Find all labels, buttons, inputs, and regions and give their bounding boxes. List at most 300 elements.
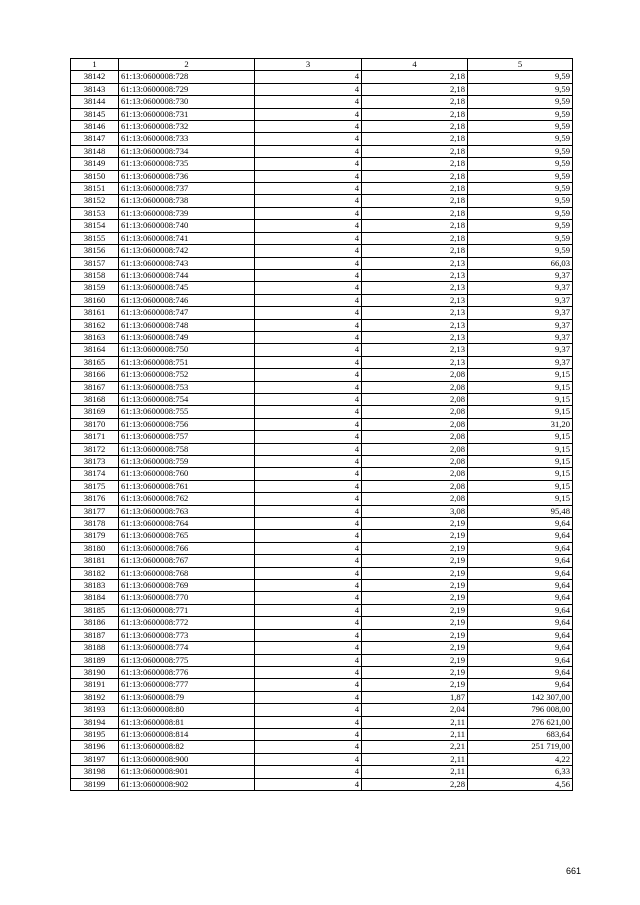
value-cell: 251 719,00: [468, 741, 573, 753]
code-cell: 4: [255, 604, 362, 616]
value-cell: 9,64: [468, 518, 573, 530]
table-row: [71, 158, 573, 170]
cadastral-number-cell: 61:13:0600008:736: [119, 170, 255, 182]
value-cell: 9,64: [468, 604, 573, 616]
column-header-3: 3: [255, 59, 362, 71]
cadastral-number-cell: 61:13:0600008:767: [119, 555, 255, 567]
coefficient-cell: 2,18: [362, 83, 468, 95]
coefficient-cell: 2,18: [362, 245, 468, 257]
code-cell: 4: [255, 207, 362, 219]
cadastral-number-cell: 61:13:0600008:745: [119, 282, 255, 294]
table-body: [71, 71, 573, 791]
cadastral-number-cell: 61:13:0600008:741: [119, 232, 255, 244]
cadastral-number-cell: 61:13:0600008:752: [119, 369, 255, 381]
row-number-cell: 38187: [71, 629, 119, 641]
coefficient-cell: 2,18: [362, 207, 468, 219]
coefficient-cell: 2,18: [362, 71, 468, 83]
value-cell: 9,37: [468, 331, 573, 343]
table-row: [71, 83, 573, 95]
coefficient-cell: 2,08: [362, 369, 468, 381]
table-row: [71, 96, 573, 108]
table-row: [71, 232, 573, 244]
table-row: [71, 145, 573, 157]
cadastral-number-cell: 61:13:0600008:81: [119, 716, 255, 728]
table-row: [71, 319, 573, 331]
code-cell: 4: [255, 741, 362, 753]
cadastral-number-cell: 61:13:0600008:731: [119, 108, 255, 120]
header-row: [71, 59, 573, 71]
coefficient-cell: 2,19: [362, 567, 468, 579]
code-cell: 4: [255, 567, 362, 579]
code-cell: 4: [255, 245, 362, 257]
value-cell: 9,64: [468, 555, 573, 567]
row-number-cell: 38160: [71, 294, 119, 306]
code-cell: 4: [255, 393, 362, 405]
cadastral-table: [70, 58, 573, 791]
value-cell: 9,64: [468, 530, 573, 542]
cadastral-number-cell: 61:13:0600008:744: [119, 269, 255, 281]
row-number-cell: 38177: [71, 505, 119, 517]
page-number: 661: [566, 866, 582, 876]
cadastral-number-cell: 61:13:0600008:768: [119, 567, 255, 579]
row-number-cell: 38171: [71, 431, 119, 443]
value-cell: 9,59: [468, 121, 573, 133]
code-cell: 4: [255, 71, 362, 83]
cadastral-number-cell: 61:13:0600008:728: [119, 71, 255, 83]
coefficient-cell: 2,19: [362, 555, 468, 567]
cadastral-number-cell: 61:13:0600008:765: [119, 530, 255, 542]
row-number-cell: 38181: [71, 555, 119, 567]
cadastral-number-cell: 61:13:0600008:900: [119, 753, 255, 765]
value-cell: 9,15: [468, 393, 573, 405]
coefficient-cell: 2,13: [362, 269, 468, 281]
value-cell: 9,15: [468, 443, 573, 455]
code-cell: 4: [255, 406, 362, 418]
table-row: [71, 604, 573, 616]
coefficient-cell: 2,19: [362, 580, 468, 592]
row-number-cell: 38145: [71, 108, 119, 120]
value-cell: 9,59: [468, 220, 573, 232]
table-row: [71, 629, 573, 641]
value-cell: 9,59: [468, 133, 573, 145]
code-cell: 4: [255, 443, 362, 455]
code-cell: 4: [255, 108, 362, 120]
code-cell: 4: [255, 319, 362, 331]
value-cell: 9,64: [468, 580, 573, 592]
row-number-cell: 38180: [71, 542, 119, 554]
table-row: [71, 456, 573, 468]
cadastral-number-cell: 61:13:0600008:730: [119, 96, 255, 108]
value-cell: 796 008,00: [468, 704, 573, 716]
table-row: [71, 530, 573, 542]
cadastral-number-cell: 61:13:0600008:762: [119, 493, 255, 505]
table-row: [71, 642, 573, 654]
code-cell: 4: [255, 592, 362, 604]
row-number-cell: 38172: [71, 443, 119, 455]
code-cell: 4: [255, 728, 362, 740]
cadastral-number-cell: 61:13:0600008:770: [119, 592, 255, 604]
table-row: [71, 741, 573, 753]
row-number-cell: 38142: [71, 71, 119, 83]
cadastral-number-cell: 61:13:0600008:761: [119, 480, 255, 492]
cadastral-number-cell: 61:13:0600008:732: [119, 121, 255, 133]
value-cell: 95,48: [468, 505, 573, 517]
cadastral-number-cell: 61:13:0600008:764: [119, 518, 255, 530]
cadastral-number-cell: 61:13:0600008:757: [119, 431, 255, 443]
table-row: [71, 393, 573, 405]
code-cell: 4: [255, 778, 362, 790]
table-row: [71, 245, 573, 257]
value-cell: 9,37: [468, 356, 573, 368]
coefficient-cell: 2,28: [362, 778, 468, 790]
code-cell: 4: [255, 431, 362, 443]
cadastral-number-cell: 61:13:0600008:79: [119, 691, 255, 703]
row-number-cell: 38193: [71, 704, 119, 716]
value-cell: 9,15: [468, 381, 573, 393]
coefficient-cell: 2,08: [362, 406, 468, 418]
coefficient-cell: 2,18: [362, 133, 468, 145]
column-header-4: 4: [362, 59, 468, 71]
table-row: [71, 431, 573, 443]
cadastral-number-cell: 61:13:0600008:901: [119, 766, 255, 778]
coefficient-cell: 2,19: [362, 666, 468, 678]
row-number-cell: 38184: [71, 592, 119, 604]
row-number-cell: 38170: [71, 418, 119, 430]
table-row: [71, 307, 573, 319]
table-row: [71, 331, 573, 343]
coefficient-cell: 2,18: [362, 121, 468, 133]
coefficient-cell: 2,08: [362, 443, 468, 455]
table-row: [71, 269, 573, 281]
row-number-cell: 38174: [71, 468, 119, 480]
table-row: [71, 691, 573, 703]
value-cell: 9,64: [468, 666, 573, 678]
table-row: [71, 704, 573, 716]
table-row: [71, 418, 573, 430]
cadastral-number-cell: 61:13:0600008:743: [119, 257, 255, 269]
table-row: [71, 679, 573, 691]
table-row: [71, 381, 573, 393]
table-row: [71, 592, 573, 604]
coefficient-cell: 2,19: [362, 679, 468, 691]
cadastral-number-cell: 61:13:0600008:755: [119, 406, 255, 418]
value-cell: 9,59: [468, 183, 573, 195]
row-number-cell: 38158: [71, 269, 119, 281]
table-row: [71, 778, 573, 790]
cadastral-number-cell: 61:13:0600008:750: [119, 344, 255, 356]
value-cell: 9,59: [468, 83, 573, 95]
row-number-cell: 38164: [71, 344, 119, 356]
row-number-cell: 38157: [71, 257, 119, 269]
coefficient-cell: 2,18: [362, 158, 468, 170]
row-number-cell: 38191: [71, 679, 119, 691]
code-cell: 4: [255, 331, 362, 343]
cadastral-number-cell: 61:13:0600008:737: [119, 183, 255, 195]
value-cell: 9,37: [468, 319, 573, 331]
cadastral-number-cell: 61:13:0600008:756: [119, 418, 255, 430]
row-number-cell: 38149: [71, 158, 119, 170]
cadastral-number-cell: 61:13:0600008:80: [119, 704, 255, 716]
value-cell: 31,20: [468, 418, 573, 430]
cadastral-number-cell: 61:13:0600008:774: [119, 642, 255, 654]
row-number-cell: 38146: [71, 121, 119, 133]
cadastral-number-cell: 61:13:0600008:814: [119, 728, 255, 740]
coefficient-cell: 2,11: [362, 728, 468, 740]
value-cell: 9,59: [468, 245, 573, 257]
code-cell: 4: [255, 505, 362, 517]
cadastral-number-cell: 61:13:0600008:748: [119, 319, 255, 331]
value-cell: 9,64: [468, 617, 573, 629]
coefficient-cell: 2,13: [362, 282, 468, 294]
cadastral-number-cell: 61:13:0600008:776: [119, 666, 255, 678]
table-row: [71, 369, 573, 381]
row-number-cell: 38159: [71, 282, 119, 294]
coefficient-cell: 2,18: [362, 232, 468, 244]
coefficient-cell: 2,08: [362, 418, 468, 430]
code-cell: 4: [255, 716, 362, 728]
coefficient-cell: 2,04: [362, 704, 468, 716]
row-number-cell: 38168: [71, 393, 119, 405]
row-number-cell: 38194: [71, 716, 119, 728]
value-cell: 9,59: [468, 158, 573, 170]
code-cell: 4: [255, 580, 362, 592]
coefficient-cell: 2,19: [362, 530, 468, 542]
value-cell: 9,64: [468, 592, 573, 604]
coefficient-cell: 2,08: [362, 456, 468, 468]
table-row: [71, 753, 573, 765]
cadastral-number-cell: 61:13:0600008:773: [119, 629, 255, 641]
value-cell: 9,37: [468, 307, 573, 319]
row-number-cell: 38185: [71, 604, 119, 616]
coefficient-cell: 2,18: [362, 145, 468, 157]
code-cell: 4: [255, 356, 362, 368]
value-cell: 9,59: [468, 232, 573, 244]
code-cell: 4: [255, 456, 362, 468]
coefficient-cell: 2,18: [362, 108, 468, 120]
row-number-cell: 38151: [71, 183, 119, 195]
value-cell: 9,64: [468, 654, 573, 666]
table-row: [71, 555, 573, 567]
coefficient-cell: 2,13: [362, 356, 468, 368]
value-cell: 9,37: [468, 344, 573, 356]
table-row: [71, 121, 573, 133]
table-row: [71, 493, 573, 505]
code-cell: 4: [255, 369, 362, 381]
value-cell: 9,59: [468, 207, 573, 219]
row-number-cell: 38156: [71, 245, 119, 257]
cadastral-number-cell: 61:13:0600008:747: [119, 307, 255, 319]
code-cell: 4: [255, 145, 362, 157]
value-cell: 9,15: [468, 480, 573, 492]
value-cell: 9,15: [468, 431, 573, 443]
code-cell: 4: [255, 282, 362, 294]
cadastral-number-cell: 61:13:0600008:734: [119, 145, 255, 157]
row-number-cell: 38195: [71, 728, 119, 740]
coefficient-cell: 2,11: [362, 753, 468, 765]
code-cell: 4: [255, 344, 362, 356]
cadastral-number-cell: 61:13:0600008:739: [119, 207, 255, 219]
coefficient-cell: 2,08: [362, 393, 468, 405]
value-cell: 9,59: [468, 108, 573, 120]
table-row: [71, 220, 573, 232]
coefficient-cell: 2,18: [362, 195, 468, 207]
value-cell: 9,59: [468, 145, 573, 157]
coefficient-cell: 2,19: [362, 604, 468, 616]
code-cell: 4: [255, 294, 362, 306]
row-number-cell: 38179: [71, 530, 119, 542]
coefficient-cell: 2,11: [362, 766, 468, 778]
table-row: [71, 542, 573, 554]
value-cell: 4,56: [468, 778, 573, 790]
column-header-2: 2: [119, 59, 255, 71]
table-row: [71, 294, 573, 306]
value-cell: 9,64: [468, 679, 573, 691]
code-cell: 4: [255, 691, 362, 703]
coefficient-cell: 2,13: [362, 294, 468, 306]
cadastral-number-cell: 61:13:0600008:749: [119, 331, 255, 343]
value-cell: 9,64: [468, 629, 573, 641]
table-row: [71, 443, 573, 455]
table-row: [71, 480, 573, 492]
cadastral-number-cell: 61:13:0600008:758: [119, 443, 255, 455]
row-number-cell: 38162: [71, 319, 119, 331]
coefficient-cell: 2,19: [362, 518, 468, 530]
coefficient-cell: 2,08: [362, 493, 468, 505]
table-row: [71, 282, 573, 294]
cadastral-number-cell: 61:13:0600008:763: [119, 505, 255, 517]
cadastral-number-cell: 61:13:0600008:751: [119, 356, 255, 368]
row-number-cell: 38190: [71, 666, 119, 678]
table-row: [71, 666, 573, 678]
value-cell: 9,64: [468, 542, 573, 554]
value-cell: 9,59: [468, 96, 573, 108]
row-number-cell: 38173: [71, 456, 119, 468]
cadastral-number-cell: 61:13:0600008:902: [119, 778, 255, 790]
cadastral-number-cell: 61:13:0600008:775: [119, 654, 255, 666]
row-number-cell: 38143: [71, 83, 119, 95]
code-cell: 4: [255, 753, 362, 765]
value-cell: 9,15: [468, 406, 573, 418]
row-number-cell: 38169: [71, 406, 119, 418]
table-row: [71, 344, 573, 356]
table-row: [71, 71, 573, 83]
cadastral-number-cell: 61:13:0600008:766: [119, 542, 255, 554]
table-row: [71, 257, 573, 269]
cadastral-number-cell: 61:13:0600008:738: [119, 195, 255, 207]
code-cell: 4: [255, 468, 362, 480]
coefficient-cell: 2,19: [362, 629, 468, 641]
code-cell: 4: [255, 96, 362, 108]
value-cell: 9,37: [468, 294, 573, 306]
table-row: [71, 580, 573, 592]
cadastral-number-cell: 61:13:0600008:742: [119, 245, 255, 257]
cadastral-number-cell: 61:13:0600008:729: [119, 83, 255, 95]
table-row: [71, 766, 573, 778]
coefficient-cell: 2,19: [362, 617, 468, 629]
coefficient-cell: 2,18: [362, 170, 468, 182]
cadastral-number-cell: 61:13:0600008:759: [119, 456, 255, 468]
code-cell: 4: [255, 183, 362, 195]
table-row: [71, 468, 573, 480]
code-cell: 4: [255, 232, 362, 244]
coefficient-cell: 2,13: [362, 307, 468, 319]
coefficient-cell: 2,13: [362, 344, 468, 356]
cadastral-number-cell: 61:13:0600008:760: [119, 468, 255, 480]
row-number-cell: 38155: [71, 232, 119, 244]
value-cell: 9,37: [468, 282, 573, 294]
code-cell: 4: [255, 170, 362, 182]
column-header-1: 1: [71, 59, 119, 71]
row-number-cell: 38176: [71, 493, 119, 505]
code-cell: 4: [255, 269, 362, 281]
code-cell: 4: [255, 617, 362, 629]
table-row: [71, 728, 573, 740]
value-cell: 9,15: [468, 369, 573, 381]
coefficient-cell: 2,19: [362, 542, 468, 554]
cadastral-number-cell: 61:13:0600008:771: [119, 604, 255, 616]
value-cell: 66,03: [468, 257, 573, 269]
code-cell: 4: [255, 493, 362, 505]
code-cell: 4: [255, 704, 362, 716]
table-row: [71, 406, 573, 418]
value-cell: 9,64: [468, 567, 573, 579]
row-number-cell: 38153: [71, 207, 119, 219]
code-cell: 4: [255, 195, 362, 207]
coefficient-cell: 2,19: [362, 642, 468, 654]
table-row: [71, 207, 573, 219]
row-number-cell: 38182: [71, 567, 119, 579]
row-number-cell: 38167: [71, 381, 119, 393]
coefficient-cell: 2,18: [362, 96, 468, 108]
value-cell: 9,37: [468, 269, 573, 281]
code-cell: 4: [255, 654, 362, 666]
coefficient-cell: 2,19: [362, 592, 468, 604]
table-row: [71, 195, 573, 207]
row-number-cell: 38154: [71, 220, 119, 232]
cadastral-number-cell: 61:13:0600008:754: [119, 393, 255, 405]
code-cell: 4: [255, 679, 362, 691]
row-number-cell: 38186: [71, 617, 119, 629]
table-row: [71, 183, 573, 195]
row-number-cell: 38188: [71, 642, 119, 654]
table-row: [71, 617, 573, 629]
code-cell: 4: [255, 220, 362, 232]
coefficient-cell: 2,08: [362, 381, 468, 393]
coefficient-cell: 1,87: [362, 691, 468, 703]
code-cell: 4: [255, 542, 362, 554]
table-row: [71, 716, 573, 728]
row-number-cell: 38147: [71, 133, 119, 145]
table-row: [71, 356, 573, 368]
code-cell: 4: [255, 480, 362, 492]
cadastral-number-cell: 61:13:0600008:753: [119, 381, 255, 393]
coefficient-cell: 2,19: [362, 654, 468, 666]
cadastral-number-cell: 61:13:0600008:733: [119, 133, 255, 145]
row-number-cell: 38196: [71, 741, 119, 753]
row-number-cell: 38175: [71, 480, 119, 492]
cadastral-number-cell: 61:13:0600008:772: [119, 617, 255, 629]
table-row: [71, 654, 573, 666]
table-row: [71, 505, 573, 517]
coefficient-cell: 2,08: [362, 480, 468, 492]
code-cell: 4: [255, 257, 362, 269]
code-cell: 4: [255, 133, 362, 145]
code-cell: 4: [255, 642, 362, 654]
value-cell: 9,59: [468, 170, 573, 182]
row-number-cell: 38163: [71, 331, 119, 343]
row-number-cell: 38161: [71, 307, 119, 319]
cadastral-number-cell: 61:13:0600008:735: [119, 158, 255, 170]
